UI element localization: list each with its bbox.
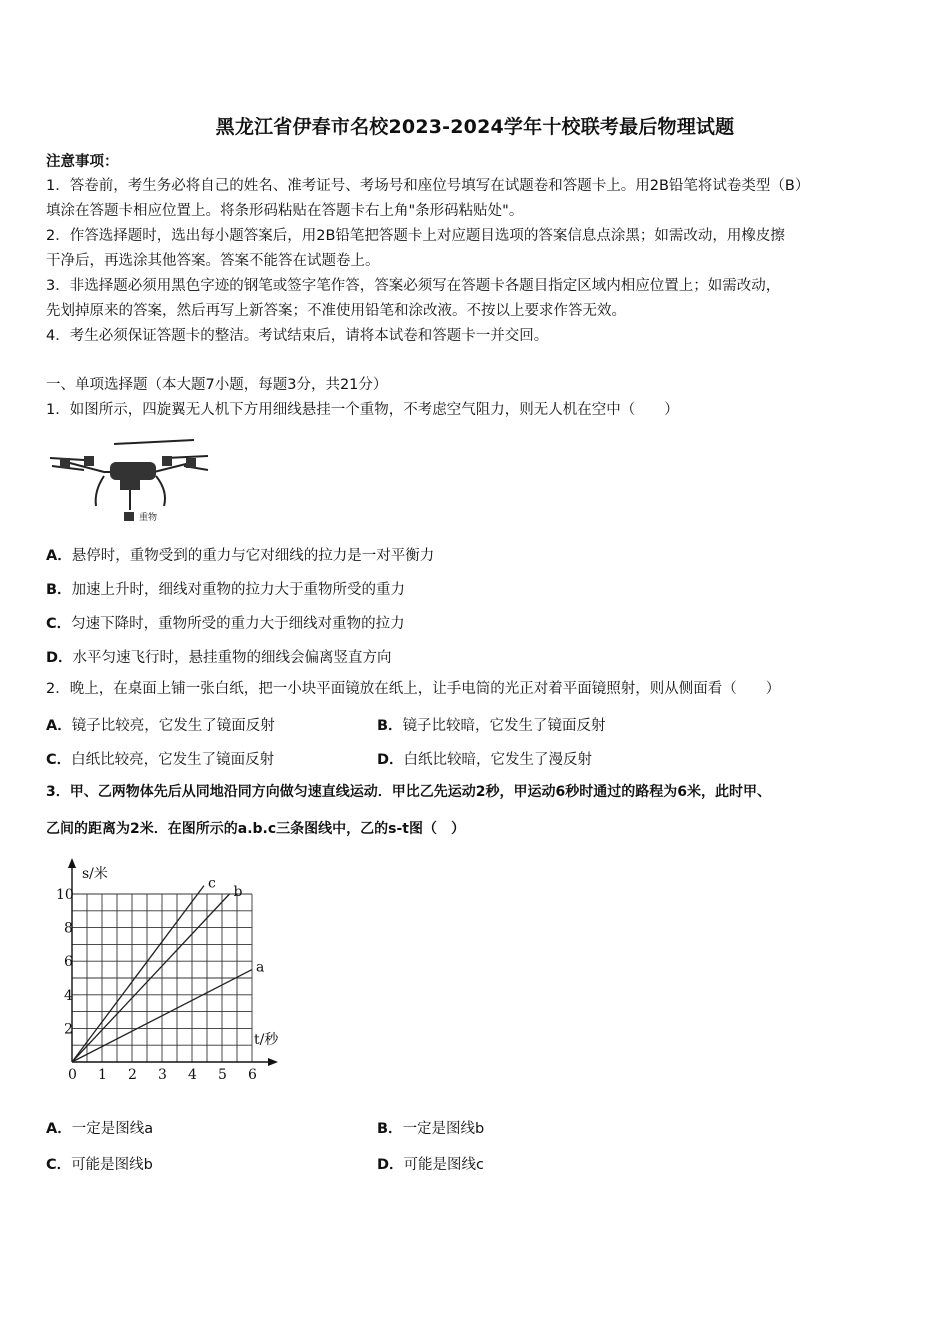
option-q2-a[interactable] <box>46 714 275 735</box>
option-text: 可能是图线c <box>403 1157 485 1173</box>
option-text: 镜子比较暗，它发生了镜面反射 <box>402 718 606 734</box>
notice-line: 1．答卷前，考生务必将自己的姓名、准考证号、考场号和座位号填写在试题卷和答题卡上。用2B铅笔将试卷类型（B） <box>46 178 810 194</box>
x-tick-label: 2 <box>128 1067 137 1083</box>
option-text: 镜子比较亮，它发生了镜面反射 <box>71 718 275 734</box>
option-text: 可能是图线b <box>71 1157 153 1173</box>
x-tick-label: 3 <box>158 1067 167 1083</box>
option-text: 水平匀速飞行时，悬挂重物的细线会偏离竖直方向 <box>72 650 392 666</box>
option-letter: C． <box>46 616 72 632</box>
notice-line: 2．作答选择题时，选出每小题答案后，用2B铅笔把答题卡上对应题目选项的答案信息点涂黑；如需改动，用橡皮擦 <box>46 228 785 244</box>
option-q3-b[interactable] <box>377 1117 484 1138</box>
option-q2-d[interactable] <box>377 748 592 769</box>
series-label-c: c <box>208 875 216 892</box>
series-label-a: a <box>256 959 265 976</box>
option-letter: B． <box>377 1121 403 1137</box>
option-q3-a[interactable] <box>46 1117 153 1138</box>
option-letter: D． <box>46 650 73 666</box>
y-axis-label: s/米 <box>82 866 108 882</box>
option-q1-a[interactable] <box>46 544 434 565</box>
x-tick-label: 0 <box>68 1067 77 1083</box>
option-text: 匀速下降时，重物所受的重力大于细线对重物的拉力 <box>71 616 405 632</box>
chart-axes <box>68 858 278 1066</box>
x-tick-label: 1 <box>98 1067 107 1083</box>
notice-line: 先划掉原来的答案，然后再写上新答案；不准使用铅笔和涂改液。不按以上要求作答无效。 <box>46 303 626 319</box>
x-tick-label: 4 <box>188 1067 197 1083</box>
option-letter: B． <box>377 718 403 734</box>
chart-grid <box>72 894 252 1062</box>
notice-line: 干净后，再选涂其他答案。答案不能答在试题卷上。 <box>46 253 380 269</box>
option-text: 悬停时，重物受到的重力与它对细线的拉力是一对平衡力 <box>71 548 435 564</box>
series-line-c <box>72 886 204 1062</box>
y-tick-label: 8 <box>64 920 73 937</box>
y-tick-label: 4 <box>64 987 73 1004</box>
st-graph <box>44 852 294 1087</box>
section-heading: 一、单项选择题（本大题7小题，每题3分，共21分） <box>46 377 388 393</box>
x-tick-label: 5 <box>218 1067 227 1083</box>
option-letter: C． <box>46 752 72 768</box>
page-title: 黑龙江省伊春市名校2023-2024学年十校联考最后物理试题 <box>215 116 735 138</box>
option-text: 一定是图线b <box>402 1121 485 1137</box>
question-3-stem: 乙间的距离为2米．在图所示的a.b.c三条图线中，乙的s-t图（ ） <box>46 821 465 837</box>
option-q2-c[interactable] <box>46 748 274 769</box>
x-axis-arrow <box>268 1058 278 1066</box>
option-letter: A． <box>46 718 72 734</box>
chart-labels <box>56 865 279 1083</box>
option-text: 白纸比较暗，它发生了漫反射 <box>403 752 593 768</box>
question-1-stem: 1．如图所示，四旋翼无人机下方用细线悬挂一个重物，不考虑空气阻力，则无人机在空中（ ） <box>46 402 679 418</box>
question-2-stem: 2．晚上，在桌面上铺一张白纸，把一小块平面镜放在纸上，让手电筒的光正对着平面镜照射，则从侧面看（ ） <box>46 681 781 697</box>
y-tick-label: 10 <box>56 887 74 903</box>
y-axis-arrow <box>68 858 76 868</box>
option-text: 一定是图线a <box>71 1121 154 1137</box>
option-text: 白纸比较亮，它发生了镜面反射 <box>71 752 275 768</box>
option-q2-b[interactable] <box>377 714 606 735</box>
series-label-b: b <box>233 884 243 900</box>
question-3-stem: 3．甲、乙两物体先后从同地沿同方向做匀速直线运动．甲比乙先运动2秒，甲运动6秒时通过的路程为6米，此时甲、 <box>46 784 771 800</box>
y-tick-label: 2 <box>64 1021 73 1038</box>
notice-line: 3．非选择题必须用黑色字迹的钢笔或签字笔作答，答案必须写在答题卡各题目指定区域内相应位置上；如需改动， <box>46 278 781 294</box>
x-tick-label: 6 <box>248 1067 257 1083</box>
figure-label: 重物 <box>139 513 158 523</box>
y-tick-label: 6 <box>64 954 73 971</box>
option-q3-d[interactable] <box>377 1153 484 1174</box>
option-letter: B． <box>46 582 72 598</box>
x-axis-label: t/秒 <box>254 1032 279 1048</box>
notice-line: 填涂在答题卡相应位置上。将条形码粘贴在答题卡右上角"条形码粘贴处"。 <box>46 203 524 219</box>
option-q1-c[interactable] <box>46 612 405 633</box>
option-letter: C． <box>46 1157 72 1173</box>
option-letter: A． <box>46 548 72 564</box>
drone-figure <box>44 436 214 526</box>
option-q1-b[interactable] <box>46 578 405 599</box>
option-q1-d[interactable] <box>46 646 392 667</box>
option-q3-c[interactable] <box>46 1153 153 1174</box>
notice-line: 4．考生必须保证答题卡的整洁。考试结束后，请将本试卷和答题卡一并交回。 <box>46 328 549 344</box>
option-text: 加速上升时，细线对重物的拉力大于重物所受的重力 <box>71 582 406 598</box>
option-letter: A． <box>46 1121 72 1137</box>
notice-heading: 注意事项： <box>46 154 119 170</box>
option-letter: D． <box>377 752 404 768</box>
option-letter: D． <box>377 1157 404 1173</box>
